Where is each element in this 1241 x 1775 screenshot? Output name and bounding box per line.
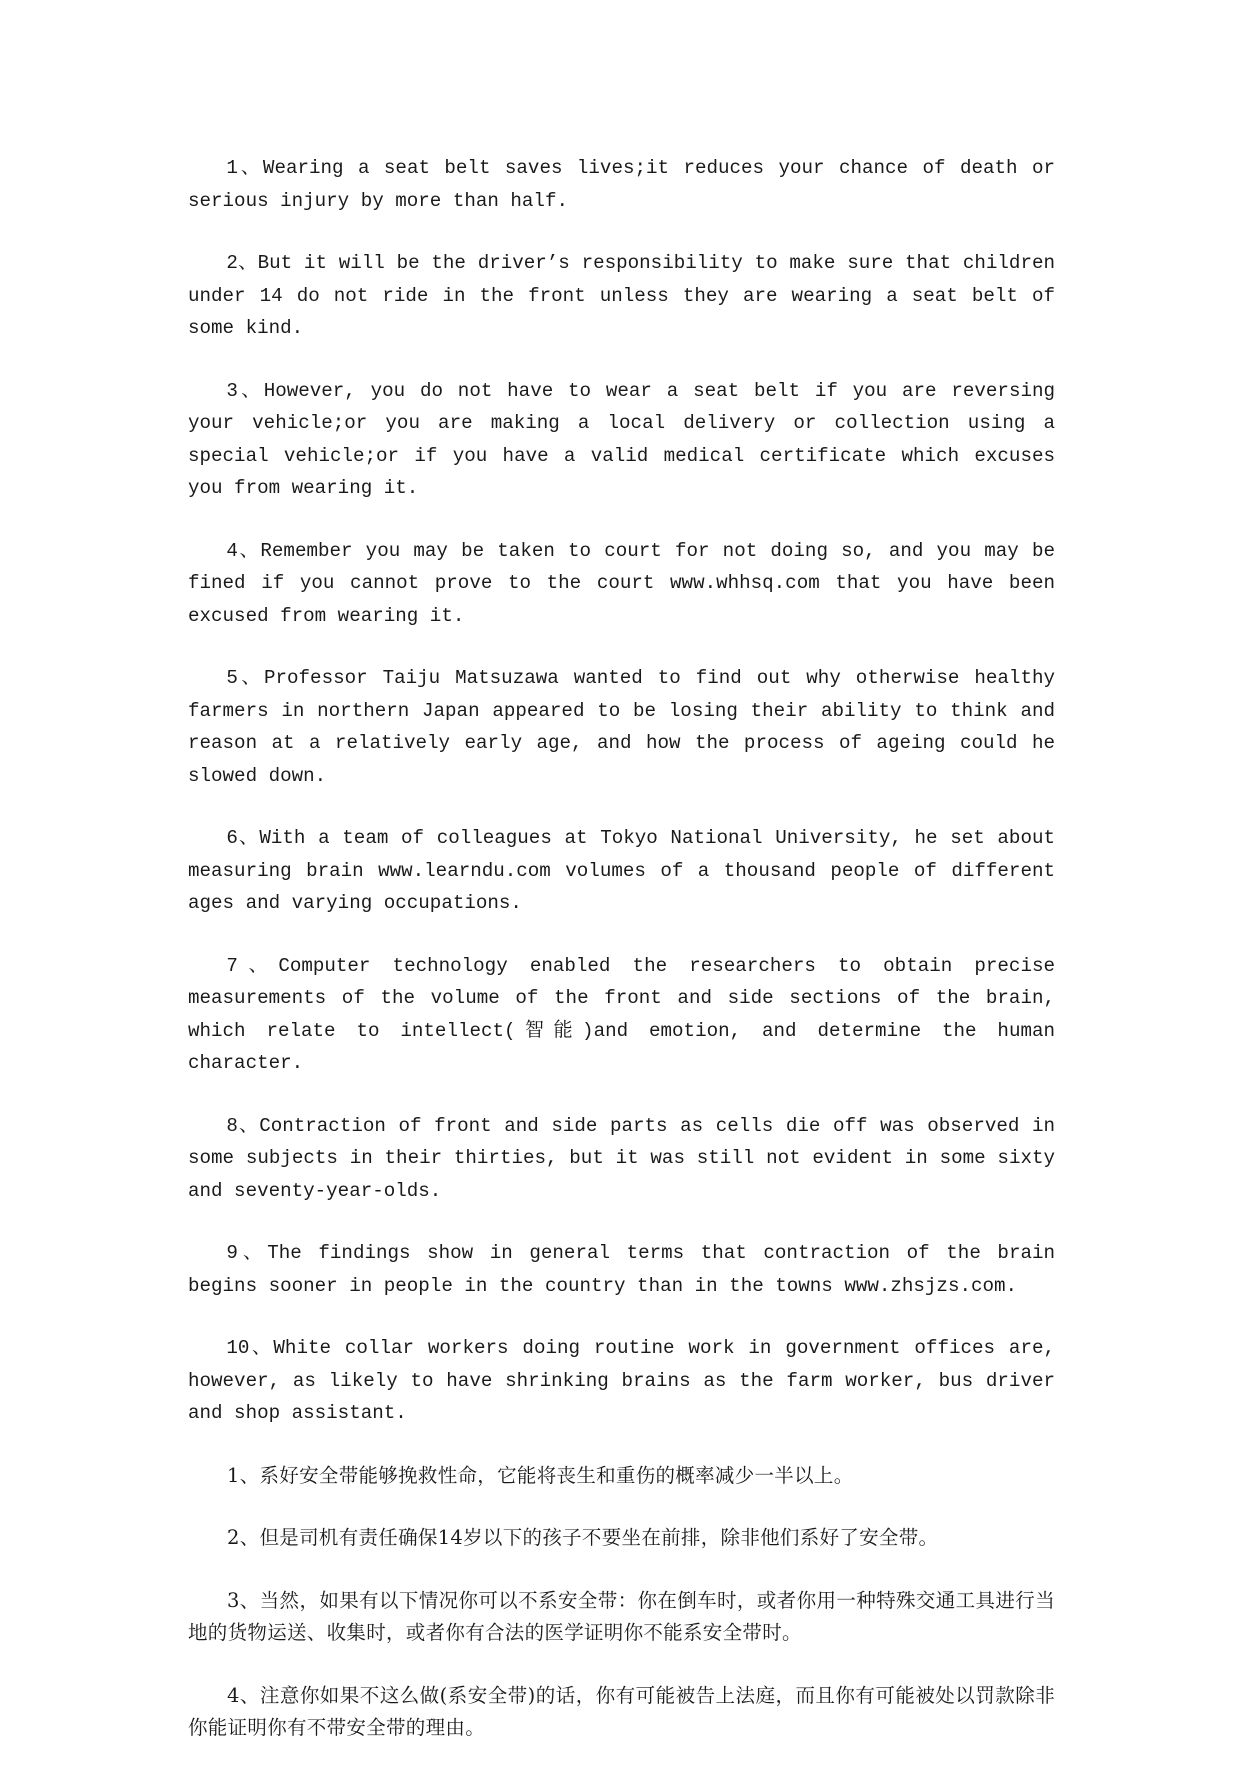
- paragraph-en-7: 7、Computer technology enabled the researchers to obtain precise measurements of the volume of the front and side sections of the brain, which relate to intellect(智能)and emotion, and determine the human character.: [188, 954, 1055, 1074]
- paragraph-en-3: 3、However, you do not have to wear a seat belt if you are reversing your vehicle;or you are making a local delivery or collection using a special vehicle;or if you have a valid medical certificate which excuses you from wearing it.: [188, 379, 1055, 499]
- paragraph-zh-3: 3、当然，如果有以下情况你可以不系安全带：你在倒车时，或者你用一种特殊交通工具进行当地的货物运送、收集时，或者你有合法的医学证明你不能系安全带时。: [188, 1588, 1055, 1644]
- paragraph-en-4: 4、Remember you may be taken to court for not doing so, and you may be fined if you cannot prove to the court www.whhsq.com that you have been excused from wearing it.: [188, 539, 1055, 627]
- paragraph-zh-1: 1、系好安全带能够挽救性命，它能将丧生和重伤的概率减少一半以上。: [227, 1463, 854, 1487]
- paragraph-en-2: 2、But it will be the driver’s responsibility to make sure that children under 14 do not ride in the front unless they are wearing a seat belt of some kind.: [188, 252, 1055, 339]
- paragraph-en-10: 10、White collar workers doing routine work in government offices are, however, as likely to have shrinking brains as the farm worker, bus driver and shop assistant.: [188, 1337, 1055, 1424]
- paragraph-en-8: 8、Contraction of front and side parts as cells die off was observed in some subjects in their thirties, but it was still not evident in some sixty and seventy-year-olds.: [188, 1114, 1055, 1202]
- paragraph-zh-2: 2、但是司机有责任确保14岁以下的孩子不要坐在前排，除非他们系好了安全带。: [227, 1526, 939, 1549]
- paragraph-en-9: 9、The findings show in general terms that contraction of the brain begins sooner in people in the country than in the towns www.zhsjzs.com.: [188, 1242, 1055, 1297]
- paragraph-en-1: 1、Wearing a seat belt saves lives;it reduces your chance of death or serious injury by more than half.: [188, 157, 1055, 212]
- paragraph-zh-4: 4、注意你如果不这么做(系安全带)的话，你有可能被告上法庭，而且你有可能被处以罚款除非你能证明你有不带安全带的理由。: [188, 1683, 1055, 1739]
- paragraph-en-6: 6、With a team of colleagues at Tokyo National University, he set about measuring brain www.learndu.com volumes of a thousand people of different ages and varying occupations.: [188, 827, 1055, 914]
- document-body: [188, 152, 1055, 1775]
- paragraph-en-5: 5、Professor Taiju Matsuzawa wanted to find out why otherwise healthy farmers in northern Japan appeared to be losing their ability to think and reason at a relatively early age, and how the process of ageing could he slowed down.: [188, 667, 1055, 787]
